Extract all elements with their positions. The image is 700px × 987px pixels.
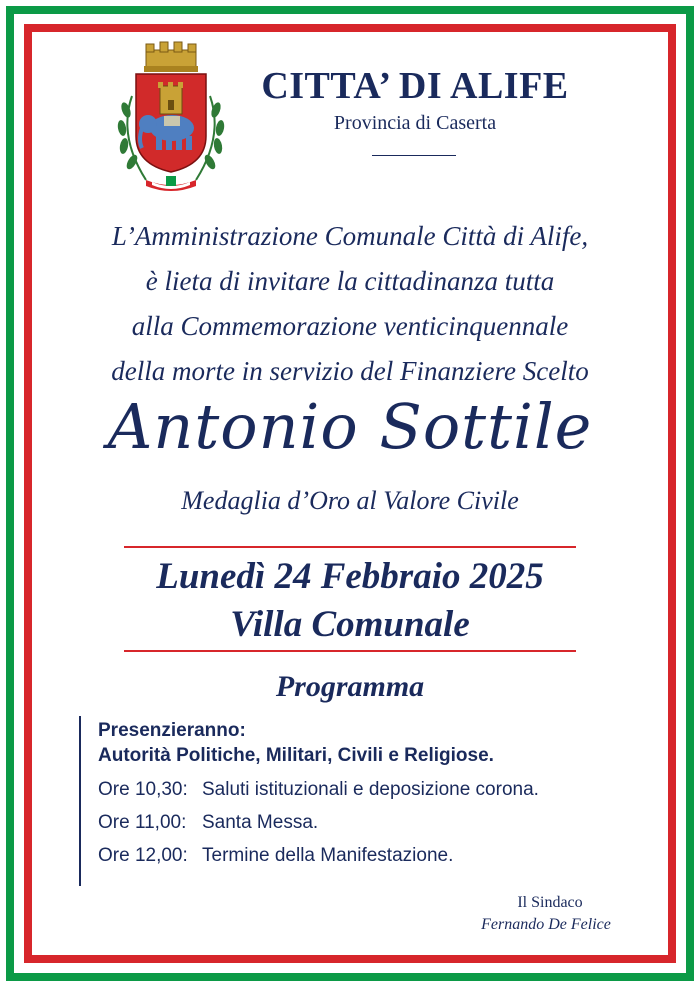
attendance-label: Presenzieranno: bbox=[98, 720, 246, 741]
event-venue: Villa Comunale bbox=[230, 604, 470, 645]
honoree-name: Antonio Sottile bbox=[107, 390, 593, 463]
title-divider bbox=[372, 155, 456, 156]
event-divider-bottom bbox=[124, 650, 576, 652]
schedule-item bbox=[98, 779, 658, 801]
schedule-item bbox=[98, 845, 658, 867]
tower-icon bbox=[158, 82, 183, 114]
schedule-activity: Saluti istituzionali e deposizione corona. bbox=[202, 779, 539, 800]
schedule-activity: Santa Messa. bbox=[202, 812, 319, 833]
signature-name: Fernando De Felice bbox=[481, 916, 611, 933]
event-date: Lunedì 24 Febbraio 2025 bbox=[156, 556, 544, 597]
ribbon-icon bbox=[146, 176, 196, 191]
schedule-time: Ore 12,00: bbox=[98, 845, 188, 866]
schedule-item bbox=[98, 812, 658, 834]
program-title: Programma bbox=[275, 670, 425, 703]
program-details bbox=[98, 718, 658, 867]
invitation-line: alla Commemorazione venticinquennale bbox=[131, 311, 569, 341]
schedule-time: Ore 10,30: bbox=[98, 779, 188, 800]
attendance-list: Autorità Politiche, Militari, Civili e Religiose. bbox=[98, 745, 494, 766]
honoree-award: Medaglia d’Oro al Valore Civile bbox=[181, 486, 519, 515]
schedule-activity: Termine della Manifestazione. bbox=[202, 845, 454, 866]
invitation-text bbox=[40, 214, 660, 394]
program-side-bar bbox=[79, 716, 81, 886]
schedule-time: Ore 11,00: bbox=[98, 812, 187, 833]
crown-icon bbox=[144, 42, 198, 72]
signature-role: Il Sindaco bbox=[517, 894, 583, 911]
invitation-line: della morte in servizio del Finanziere Scelto bbox=[111, 356, 589, 386]
city-title: CITTA’ DI ALIFE bbox=[261, 65, 569, 107]
province-subtitle: Provincia di Caserta bbox=[333, 112, 497, 134]
invitation-line: L’Amministrazione Comunale Città di Alife, bbox=[111, 221, 589, 251]
event-divider-top bbox=[124, 546, 576, 548]
coat-of-arms-icon bbox=[112, 40, 230, 198]
invitation-line: è lieta di invitare la cittadinanza tutta bbox=[145, 266, 555, 296]
